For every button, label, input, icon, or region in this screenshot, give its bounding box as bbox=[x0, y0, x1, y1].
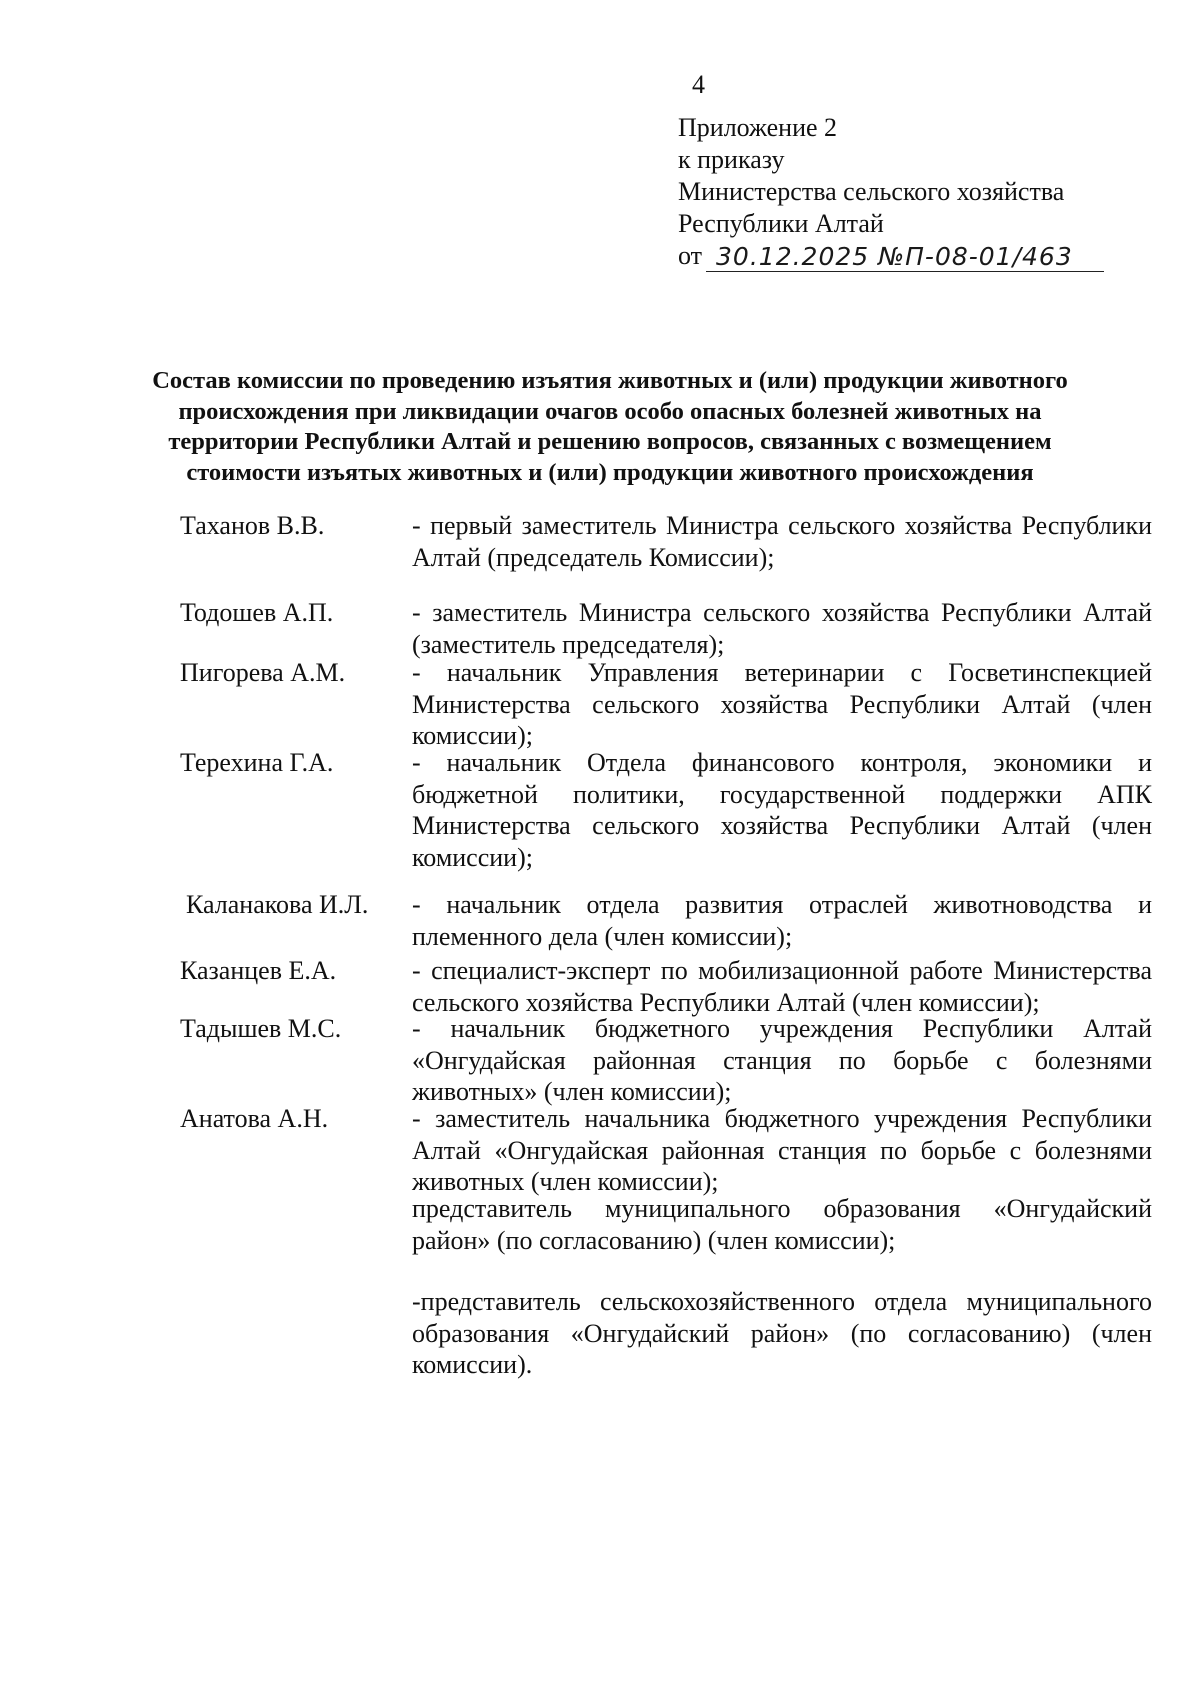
order-date-line bbox=[678, 240, 1104, 272]
extra-role: -представитель сельскохозяйственного отдела муниципального образования «Онгудайский район» (по согласованию) (член комиссии). bbox=[412, 1287, 1152, 1379]
member-name: Пигорева А.М. bbox=[180, 658, 346, 687]
member-name: Анатова А.Н. bbox=[180, 1104, 329, 1133]
member-name: Тадышев М.С. bbox=[180, 1014, 342, 1043]
page-number: 4 bbox=[692, 70, 705, 99]
member-role: - специалист-эксперт по мобилизационной работе Министерства сельского хозяйства Республики Алтай (член комиссии); bbox=[412, 956, 1152, 1017]
document-title: Состав комиссии по проведению изъятия животных и (или) продукции животного происхождения при ликвидации очагов особо опасных болезней животных на территории Республики Алтай и решению вопросов, связанных с возмещением стоимости изъятых животных и (или) продукции животного происхождения bbox=[152, 367, 1068, 486]
member-name: Каланакова И.Л. bbox=[186, 890, 369, 919]
appendix-line-2: к приказу bbox=[678, 145, 785, 174]
member-name: Таханов В.В. bbox=[180, 511, 325, 540]
member-role: - первый заместитель Министра сельского хозяйства Республики Алтай (председатель Комиссии); bbox=[412, 511, 1152, 572]
extra-role: представитель муниципального образования «Онгудайский район» (по согласованию) (член комиссии); bbox=[412, 1194, 1152, 1255]
appendix-line-1: Приложение 2 bbox=[678, 113, 838, 142]
appendix-line-3: Министерства сельского хозяйства bbox=[678, 177, 1065, 206]
member-role: - начальник Управления ветеринарии с Госветинспекцией Министерства сельского хозяйства Республики Алтай (член комиссии); bbox=[412, 658, 1152, 750]
member-role: - начальник отдела развития отраслей животноводства и племенного дела (член комиссии); bbox=[412, 890, 1152, 951]
from-label: от bbox=[678, 241, 703, 270]
appendix-line-4: Республики Алтай bbox=[678, 209, 884, 238]
appendix-block bbox=[678, 112, 1104, 272]
member-role: - начальник Отдела финансового контроля, экономики и бюджетной политики, государственной поддержки АПК Министерства сельского хозяйства Республики Алтай (член комиссии); bbox=[412, 748, 1152, 872]
member-role: - заместитель Министра сельского хозяйства Республики Алтай (заместитель председателя); bbox=[412, 598, 1152, 659]
handwritten-order-number: 30.12.2025 №П-08-01/463 bbox=[716, 242, 1073, 271]
member-name: Тодошев А.П. bbox=[180, 598, 334, 627]
member-name: Терехина Г.А. bbox=[180, 748, 334, 777]
member-name: Казанцев Е.А. bbox=[180, 956, 337, 985]
member-role: - заместитель начальника бюджетного учреждения Республики Алтай «Онгудайская районная станция по борьбе с болезнями животных (член комиссии); bbox=[412, 1104, 1152, 1196]
order-underline bbox=[706, 242, 1104, 272]
member-role: - начальник бюджетного учреждения Республики Алтай «Онгудайская районная станция по борьбе с болезнями животных» (член комиссии); bbox=[412, 1014, 1152, 1106]
